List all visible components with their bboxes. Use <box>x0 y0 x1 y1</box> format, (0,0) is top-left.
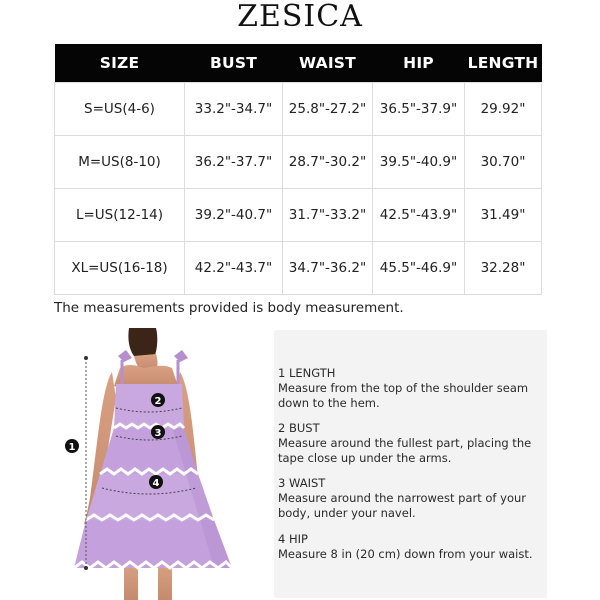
dress-measurement-figure <box>54 328 269 600</box>
svg-text:2: 2 <box>154 396 162 407</box>
step-bust <box>278 421 543 466</box>
table-row <box>55 136 542 189</box>
left-strap-bow <box>118 350 132 362</box>
step-length-text: Measure from the top of the shoulder seam down to the hem. <box>278 381 529 410</box>
cell-bust: 36.2"-37.7" <box>185 136 283 189</box>
brand-logo: ZESICA <box>237 0 363 34</box>
dress-bodice <box>114 384 184 428</box>
right-strap-bow <box>174 350 188 362</box>
step-hip <box>278 532 543 562</box>
header-bust: BUST <box>185 44 283 83</box>
cell-length: 31.49" <box>465 189 542 242</box>
length-bottom-dot <box>84 566 88 570</box>
cell-bust: 39.2"-40.7" <box>185 189 283 242</box>
svg-text:4: 4 <box>152 478 160 489</box>
length-top-dot <box>84 356 88 360</box>
table-row <box>55 189 542 242</box>
cell-hip: 42.5"-43.9" <box>373 189 465 242</box>
cell-size: M=US(8-10) <box>55 136 185 189</box>
cell-waist: 34.7"-36.2" <box>283 242 373 295</box>
marker-bust <box>151 393 165 407</box>
step-hip-title: 4 HIP <box>278 532 308 546</box>
cell-size: XL=US(16-18) <box>55 242 185 295</box>
marker-hip <box>149 475 163 489</box>
cell-size: S=US(4-6) <box>55 83 185 136</box>
cell-bust: 42.2"-43.7" <box>185 242 283 295</box>
header-waist: WAIST <box>283 44 373 83</box>
measure-instructions-panel <box>274 330 547 598</box>
cell-length: 29.92" <box>465 83 542 136</box>
cell-length: 32.28" <box>465 242 542 295</box>
cell-hip: 36.5"-37.9" <box>373 83 465 136</box>
marker-length <box>65 439 79 453</box>
cell-bust: 33.2"-34.7" <box>185 83 283 136</box>
step-length <box>278 366 543 411</box>
step-hip-text: Measure 8 in (20 cm) down from your waist. <box>278 547 533 561</box>
measurement-note: The measurements provided is body measurement. <box>54 300 404 316</box>
size-table <box>54 44 542 295</box>
header-length: LENGTH <box>465 44 542 83</box>
step-bust-title: 2 BUST <box>278 421 320 435</box>
cell-hip: 39.5"-40.9" <box>373 136 465 189</box>
svg-text:1: 1 <box>68 442 76 453</box>
size-table-header-row <box>55 44 542 83</box>
header-hip: HIP <box>373 44 465 83</box>
cell-waist: 28.7"-30.2" <box>283 136 373 189</box>
left-leg-shape <box>124 564 138 600</box>
cell-waist: 25.8"-27.2" <box>283 83 373 136</box>
step-bust-text: Measure around the fullest part, placing the tape close up under the arms. <box>278 436 532 465</box>
step-waist <box>278 476 543 521</box>
marker-waist <box>151 425 165 439</box>
cell-waist: 31.7"-33.2" <box>283 189 373 242</box>
header-size: SIZE <box>55 44 185 83</box>
table-row <box>55 83 542 136</box>
svg-text:3: 3 <box>154 428 162 439</box>
cell-size: L=US(12-14) <box>55 189 185 242</box>
dress-illustration <box>54 328 269 600</box>
table-row <box>55 242 542 295</box>
step-length-title: 1 LENGTH <box>278 366 336 380</box>
cell-hip: 45.5"-46.9" <box>373 242 465 295</box>
cell-length: 30.70" <box>465 136 542 189</box>
step-waist-text: Measure around the narrowest part of your body, under your navel. <box>278 491 526 520</box>
step-waist-title: 3 WAIST <box>278 476 326 490</box>
